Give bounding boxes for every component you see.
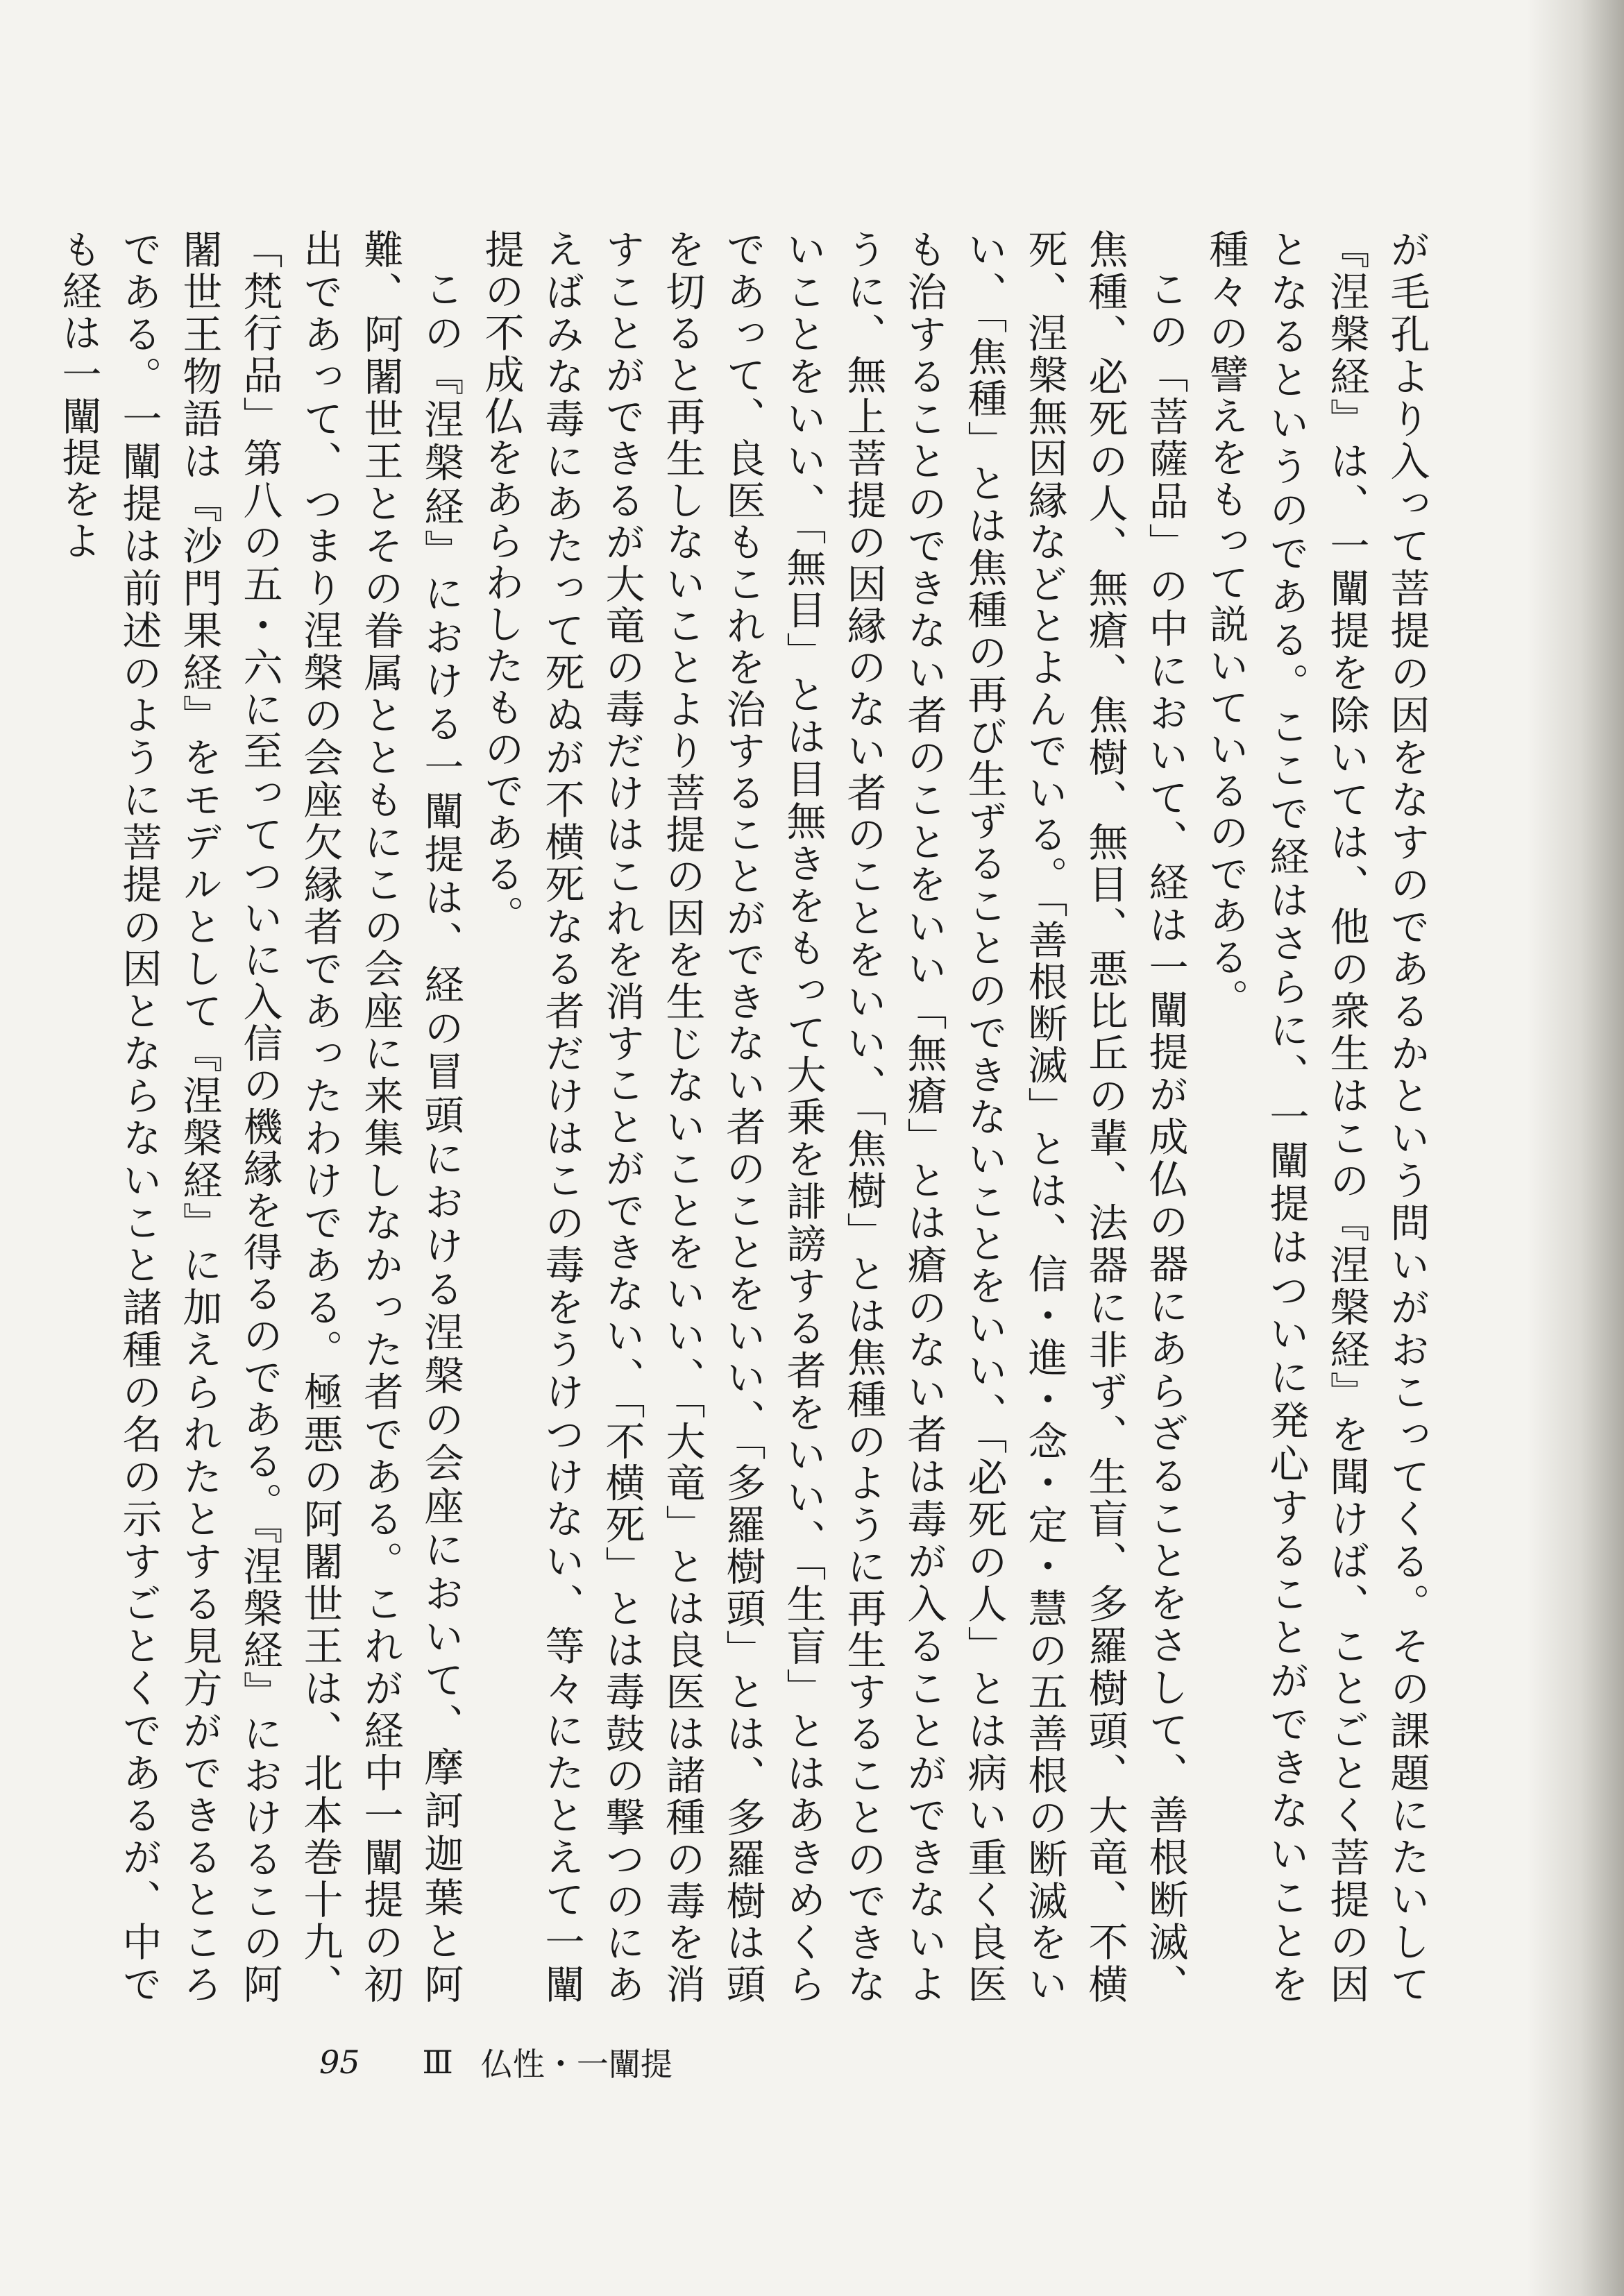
section-numeral: Ⅲ — [422, 2043, 453, 2081]
body-text — [56, 229, 1437, 2006]
page-footer — [319, 2041, 673, 2083]
paragraph: この「菩薩品」の中において、経は一闡提が成仏の器にあらざることをさして、善根断滅、焦種、必死の人、無瘡、焦樹、無目、悪比丘の輩、法器に非ず、生盲、多羅樹頭、大竜、不横死、涅槃無因縁などとよんでいる。「善根断滅」とは、信・進・念・定・慧の五善根の断滅をいい、「焦種」とは焦種の再び生ずることのできないことをいい、「必死の人」とは病い重く良医も治することのできない者のことをいい「無瘡」とは瘡のない者は毒が入ることができないように、無上菩提の因縁のない者のことをいい、「焦樹」とは焦種のように再生することのできないことをいい、「無目」とは目無きをもって大乗を誹謗する者をいい、「生盲」とはあきめくらであって、良医もこれを治することができない者のことをいい、「多羅樹頭」とは、多羅樹は頭を切ると再生しないことより菩提の因を生じないことをいい、「大竜」とは良医は諸種の毒を消すことができるが大竜の毒だけはこれを消すことができない、「不横死」とは毒鼓の撃つのにあえばみな毒にあたって死ぬが不横死なる者だけはこの毒をうけつけない、等々にたとえて一闡提の不成仏をあらわしたものである。 — [478, 229, 1188, 2006]
scan-page-edge — [1527, 0, 1624, 2296]
paragraph: が毛孔より入って菩提の因をなすのであるかという問いがおこってくる。その課題にたいして『涅槃経』は、一闡提を除いては、他の衆生はこの『涅槃経』を聞けば、ことごとく菩提の因となるというのである。ここで経はさらに、一闡提はついに発心することができないことを種々の譬えをもって説いているのである。 — [1203, 229, 1430, 2005]
page-number: 95 — [319, 2043, 360, 2081]
paragraph: この『涅槃経』における一闡提は、経の冒頭における涅槃の会座において、摩訶迦葉と阿難、阿闍世王とその眷属とともにこの会座に来集しなかった者である。これが経中一闡提の初出であって、つまり涅槃の会座欠縁者であったわけである。極悪の阿闍世王は、北本巻十九、「梵行品」第八の五・六に至ってついに入信の機縁を得るのである。『涅槃経』におけるこの阿闍世王物語は『沙門果経』をモデルとして『涅槃経』に加えられたとする見方ができるところである。一闡提は前述のように菩提の因とならないこと諸種の名の示すごとくであるが、中でも経は一闡提をよ — [56, 229, 464, 2005]
section-title: 仏性・一闡提 — [480, 2046, 673, 2083]
